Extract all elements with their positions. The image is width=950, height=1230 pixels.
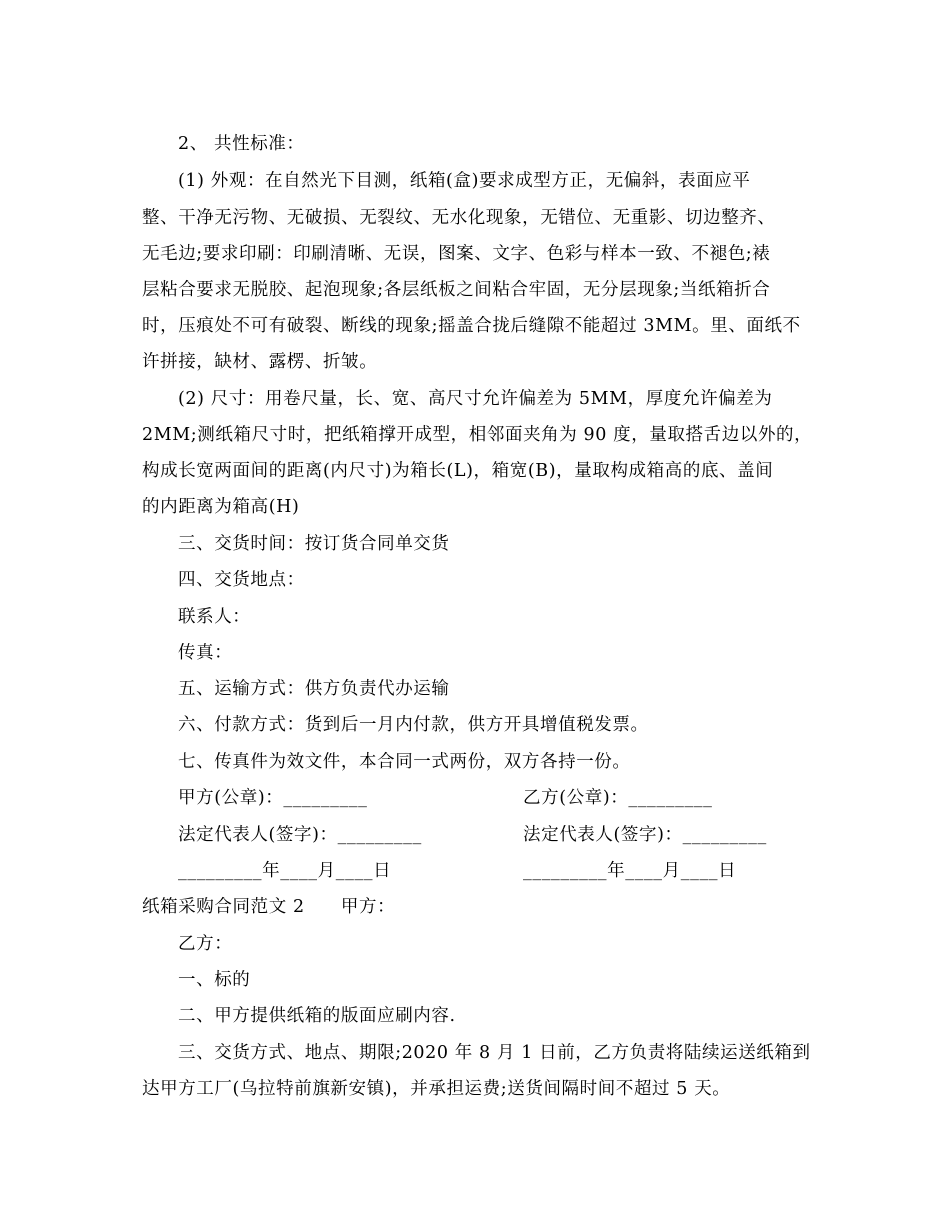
fax-field: 传真：	[178, 643, 233, 663]
appearance-paragraph-line: 整、干净无污物、无破损、无裂纹、无水化现象，无错位、无重影、切边整齐、	[142, 208, 776, 228]
contract2-item-subject: 一、标的	[178, 970, 251, 990]
appearance-paragraph-line: 许拼接，缺材、露楞、折皱。	[142, 352, 378, 372]
dimensions-paragraph-line: 构成长宽两面间的距离(内尺寸)为箱长(L)，箱宽(B)，量取构成箱高的底、盖间	[142, 461, 774, 481]
dimensions-paragraph-line: 的内距离为箱高(H)	[142, 497, 300, 517]
delivery-time-term: 三、交货时间：按订货合同单交货	[178, 534, 450, 554]
transport-term: 五、运输方式：供方负责代办运输	[178, 679, 450, 699]
dimensions-paragraph-line: 2MM;测纸箱尺寸时，把纸箱撑开成型，相邻面夹角为 90 度，量取搭舌边以外的，	[142, 425, 813, 445]
party-b-representative: 法定代表人(签字)：_________	[523, 825, 767, 845]
section-heading: 2、 共性标准：	[178, 134, 305, 154]
contract2-party-b: 乙方：	[178, 934, 233, 954]
appearance-paragraph-line: 层粘合要求无脱胶、起泡现象;各层纸板之间粘合牢固，无分层现象;当纸箱折合	[142, 280, 771, 300]
party-a-seal: 甲方(公章)：_________	[178, 788, 368, 808]
party-b-date: _________年____月____日	[523, 861, 737, 881]
contract2-item-delivery: 达甲方工厂(乌拉特前旗新安镇)，并承担运费;送货间隔时间不超过 5 天。	[142, 1079, 731, 1099]
contact-person-field: 联系人：	[178, 607, 251, 627]
party-b-seal: 乙方(公章)：_________	[523, 788, 713, 808]
contract2-item-delivery: 三、交货方式、地点、期限;2020 年 8 月 1 日前，乙方负责将陆续运送纸箱到	[178, 1043, 811, 1063]
contract2-item-print-content: 二、甲方提供纸箱的版面应刷内容.	[178, 1006, 456, 1026]
dimensions-paragraph-line: (2) 尺寸：用卷尺量，长、宽、高尺寸允许偏差为 5MM，厚度允许偏差为	[178, 389, 773, 409]
party-a-representative: 法定代表人(签字)：_________	[178, 825, 422, 845]
appearance-paragraph-line: (1) 外观：在自然光下目测，纸箱(盒)要求成型方正，无偏斜，表面应平	[178, 171, 751, 191]
contract2-title: 纸箱采购合同范文 2 甲方：	[142, 897, 396, 917]
payment-term: 六、付款方式：货到后一月内付款，供方开具增值税发票。	[178, 715, 649, 735]
appearance-paragraph-line: 无毛边;要求印刷：印刷清晰、无误，图案、文字、色彩与样本一致、不褪色;裱	[142, 244, 771, 264]
appearance-paragraph-line: 时，压痕处不可有破裂、断线的现象;摇盖合拢后缝隙不能超过 3MM。里、面纸不	[142, 316, 801, 336]
fax-validity-term: 七、传真件为效文件，本合同一式两份，双方各持一份。	[178, 752, 631, 772]
party-a-date: _________年____月____日	[178, 861, 392, 881]
delivery-place-term: 四、交货地点：	[178, 570, 305, 590]
